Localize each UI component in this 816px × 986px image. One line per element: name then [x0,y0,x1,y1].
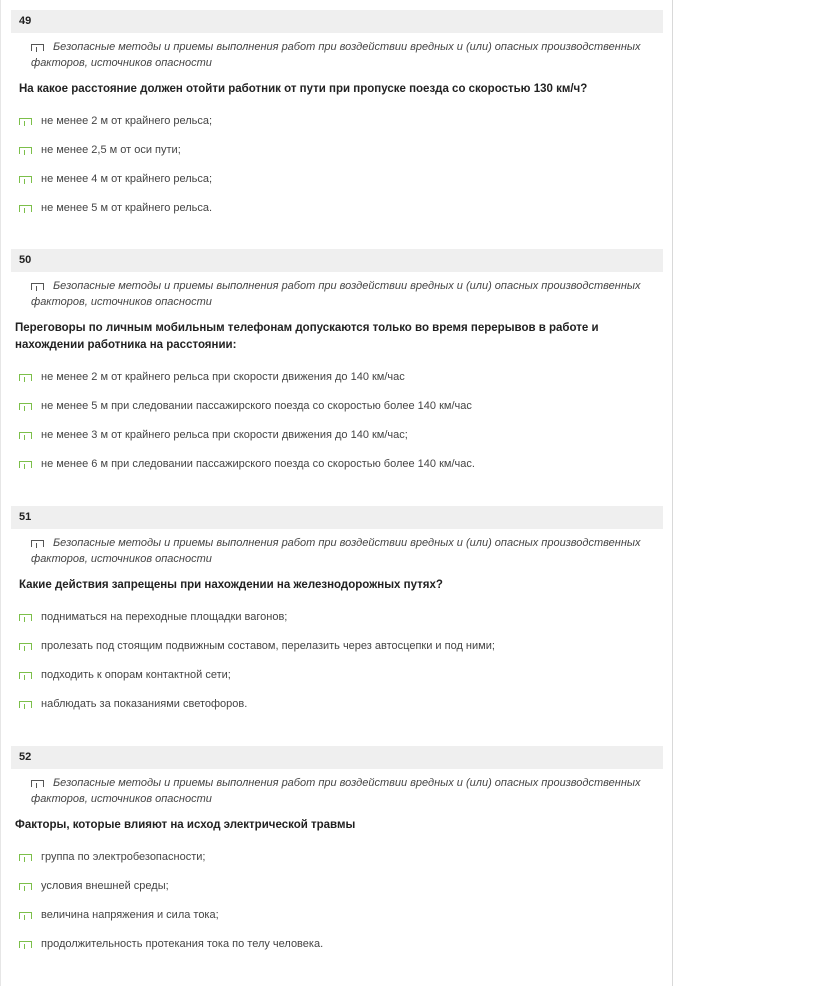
question-number: 50 [11,249,663,272]
topic-text: Безопасные методы и приемы выполнения работ при воздействии вредных и (или) опасных производственных факторов, источников опасности [31,537,641,565]
answer-text: не менее 4 м от крайнего рельса; [41,173,213,185]
answer-list [11,610,663,726]
question-51 [11,506,663,726]
answer-option[interactable] [11,399,663,428]
question-number: 49 [11,10,663,33]
answer-text: не менее 5 м от крайнего рельса. [41,202,213,214]
question-number: 51 [11,506,663,529]
answer-icon [19,701,32,708]
answer-list [11,370,663,486]
answer-option[interactable] [11,850,663,879]
answer-icon [19,176,32,183]
answer-option[interactable] [11,668,663,697]
question-topic [31,278,663,310]
question-50 [11,249,663,486]
answer-icon [19,883,32,890]
answer-text: условия внешней среды; [41,880,169,892]
answer-option[interactable] [11,114,663,143]
topic-icon [31,540,44,547]
answer-icon [19,941,32,948]
answer-option[interactable] [11,143,663,172]
answer-icon [19,374,32,381]
question-text: Переговоры по личным мобильным телефонам допускаются только во время перерывов в работе и нахождении работника на расстоянии: [15,322,599,351]
answer-text: не менее 2 м от крайнего рельса при скорости движения до 140 км/час [41,371,405,383]
topic-text: Безопасные методы и приемы выполнения работ при воздействии вредных и (или) опасных производственных факторов, источников опасности [31,777,641,805]
answer-icon [19,614,32,621]
answer-icon [19,403,32,410]
answer-text: не менее 5 м при следовании пассажирского поезда со скоростью более 140 км/час [41,400,472,412]
topic-text: Безопасные методы и приемы выполнения работ при воздействии вредных и (или) опасных производственных факторов, источников опасности [31,41,641,69]
answer-text: наблюдать за показаниями светофоров. [41,698,248,710]
answer-text: не менее 2 м от крайнего рельса; [41,115,213,127]
answer-option[interactable] [11,639,663,668]
question-text: На какое расстояние должен отойти работник от пути при пропуске поезда со скоростью 130 км/ч? [19,83,588,95]
answer-option[interactable] [11,697,663,726]
question-topic [31,39,663,71]
answer-icon [19,854,32,861]
answer-icon [19,118,32,125]
answer-option[interactable] [11,428,663,457]
answer-option[interactable] [11,457,663,486]
answer-icon [19,147,32,154]
question-52 [11,746,663,966]
answer-option[interactable] [11,908,663,937]
question-number: 52 [11,746,663,769]
question-text: Какие действия запрещены при нахождении на железнодорожных путях? [19,579,443,591]
answer-text: величина напряжения и сила тока; [41,909,219,921]
answer-text: группа по электробезопасности; [41,851,206,863]
answer-text: не менее 2,5 м от оси пути; [41,144,181,156]
answer-icon [19,643,32,650]
answer-text: подниматься на переходные площадки вагонов; [41,611,288,623]
question-topic [31,775,663,807]
topic-icon [31,283,44,290]
answer-option[interactable] [11,610,663,639]
answer-icon [19,205,32,212]
answer-icon [19,672,32,679]
answer-option[interactable] [11,879,663,908]
question-topic [31,535,663,567]
topic-text: Безопасные методы и приемы выполнения работ при воздействии вредных и (или) опасных производственных факторов, источников опасности [31,280,641,308]
answer-text: пролезать под стоящим подвижным составом, перелазить через автосцепки и под ними; [41,640,495,652]
answer-option[interactable] [11,172,663,201]
answer-text: продолжительность протекания тока по телу человека. [41,938,324,950]
answer-text: не менее 3 м от крайнего рельса при скорости движения до 140 км/час; [41,429,408,441]
answer-list [11,114,663,230]
question-text: Факторы, которые влияют на исход электрической травмы [15,819,356,831]
answer-option[interactable] [11,370,663,399]
answer-icon [19,912,32,919]
topic-icon [31,44,44,51]
answer-icon [19,461,32,468]
answer-list [11,850,663,966]
answer-option[interactable] [11,937,663,966]
topic-icon [31,780,44,787]
answer-text: подходить к опорам контактной сети; [41,669,231,681]
answer-option[interactable] [11,201,663,230]
answer-text: не менее 6 м при следовании пассажирского поезда со скоростью более 140 км/час. [41,458,475,470]
answer-icon [19,432,32,439]
question-49 [11,10,663,230]
